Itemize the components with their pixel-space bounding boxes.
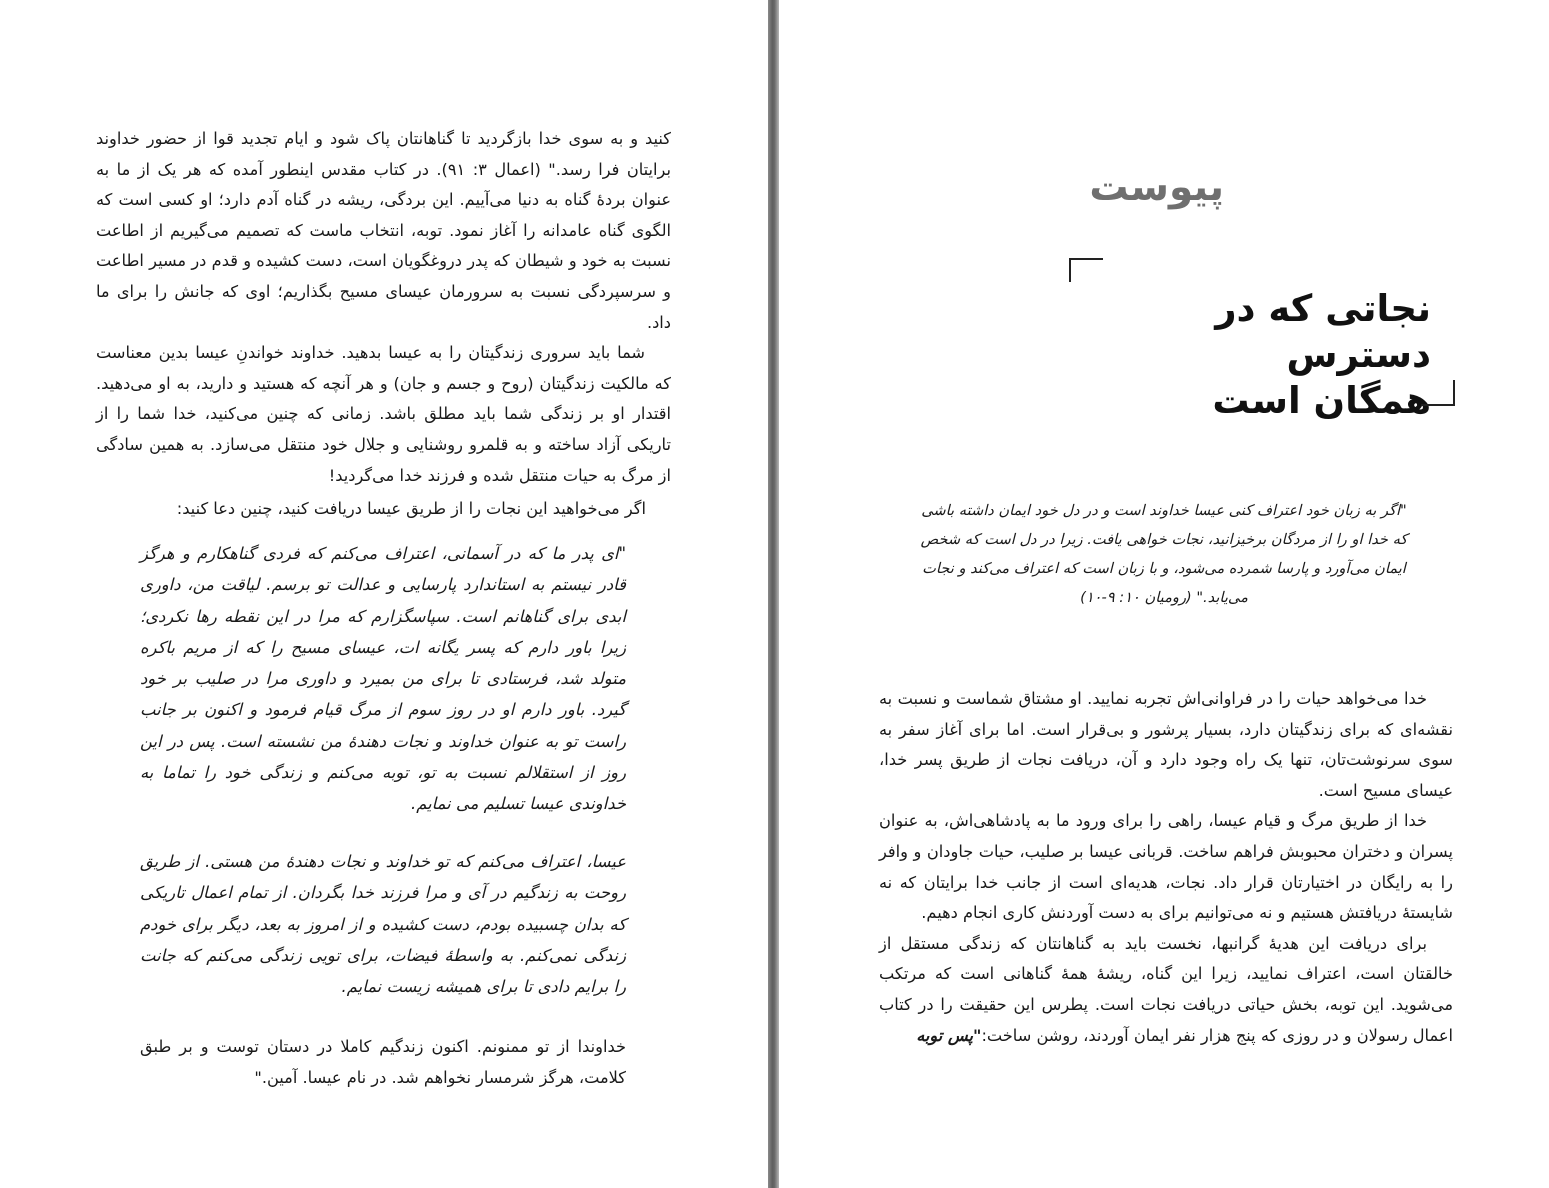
prayer-paragraph-1: "ای پدر ما که در آسمانی، اعتراف می‌کنم که فردی گناهکارم و هرگز قادر نیستم به استاندارد پارسایی و عدالت تو برسم. لیاقت من، داوری ابدی برای گناهانم است. سپاسگزارم که مرا در این نقطه رها نکردی؛ زیرا باور دارم که پسر یگانه ات، عیسای مسیح را که از مریم باکره متولد شد، فرستادی تا برای من بمیرد و داوری مرا در صلیب بر خود گیرد. باور دارم او در روز سوم از مرگ قیام فرمود و اکنون بر جانب راست تو به عنوان خداوند و نجات دهندهٔ من نشسته است. پس در این روز از استقلالم نسبت به تو، توبه می‌کنم و زندگی خود را تماما به خداوندی عیسا تسلیم می نمایم. — [140, 544, 626, 814]
title-corner-top-left — [1069, 258, 1103, 282]
right-body — [879, 684, 1453, 1051]
appendix-label: پیوست — [1089, 165, 1224, 210]
chapter-title-line-1: نجاتی که در دسترس — [1215, 287, 1431, 376]
book-gutter — [768, 0, 779, 1188]
epigraph-quote: "اگر به زبان خود اعتراف کنی عیسا خداوند است و در دل خود ایمان داشته باشی که خدا او را از مردگان برخیزانید، نجات خواهی یافت. زیرا در دل است که شخص ایمان می‌آورد و پارسا شمرده می‌شود، و با زبان است که اعتراف می‌کند و نجات می‌یابد." (رومیان ۱۰: ۹-۱۰) — [920, 502, 1408, 606]
right-paragraph-1: خدا می‌خواهد حیات را در فراوانی‌اش تجربه نمایید. او مشتاق شماست و نسبت به نقشه‌ای که برای زندگیتان دارد، بسیار پرشور و بی‌قرار است. اما برای آغاز سفر به سوی سرنوشت‌تان، تنها یک راه وجود دارد و آن، دریافت نجات از طریق پسر خدا، عیسای مسیح است. — [879, 689, 1453, 800]
prayer-paragraph-2: عیسا، اعتراف می‌کنم که تو خداوند و نجات دهندهٔ من هستی. از طریق روحت به زندگیم در آی و مرا فرزند خدا بگردان. از تمام اعمال تاریکی که بدان چسبیده بودم، دست کشیده و از امروز به بعد، دیگر برای خودم زندگی نمی‌کنم. به واسطهٔ فیضات، برای تویی زندگی می‌کنم که جانت را برایم دادی تا برای همیشه زیست نمایم. — [140, 852, 626, 997]
right-paragraph-3-quote-start: "پس توبه — [916, 1025, 982, 1045]
right-page — [779, 0, 1549, 1188]
title-corner-bottom-right — [1421, 380, 1455, 406]
right-paragraph-3 — [879, 929, 1453, 1051]
right-paragraph-2: خدا از طریق مرگ و قیام عیسا، راهی را برای ورود ما به پادشاهی‌اش، به عنوان پسران و دختران محبوبش فراهم ساخت. قربانی عیسا بر صلیب، حیات جاودان و وافر را به رایگان در اختیارتان قرار داد. نجات، هدیه‌ای است از جانب خدا برایتان که نه شایستهٔ دریافتش هستیم و نه می‌توانیم برای به دست آوردنش کاری انجام دهیم. — [879, 811, 1453, 923]
right-paragraph-3-text: برای دریافت این هدیهٔ گرانبها، نخست باید به گناهانتان که زندگی مستقل از خالقتان است، اعتراف نمایید، زیرا این گناه، ریشهٔ همهٔ گناهانی است که مرتکب می‌شوید. این توبه، بخش حیاتی دریافت نجات است. پطرس این حقیقت را در کتاب اعمال رسولان و در روزی که پنج هزار نفر ایمان آوردند، روشن ساخت: — [879, 933, 1453, 1045]
left-paragraph-1: کنید و به سوی خدا بازگردید تا گناهانتان پاک شود و ایام تجدید قوا از حضور خداوند برایتان فرا رسد." (اعمال ۳: ۹۱). در کتاب مقدس اینطور آمده که هر یک از ما به عنوان بردهٔ گناه به دنیا می‌آییم. این بردگی، ریشه در گناه آدم دارد؛ او کسی است که الگوی گناه عامدانه را آغاز نمود. توبه، انتخاب ماست که تصمیم می‌گیریم از اطاعت نسبت به خود و شیطان که پدر دروغگویان است، دست کشیده و قدم در مسیر اطاعت و سرسپردگی نسبت به سرورمان عیسای مسیح بگذاریم؛ اوی که جانش را برای ما داد. — [96, 129, 671, 332]
left-page — [0, 0, 768, 1188]
prayer-intro: اگر می‌خواهید این نجات را از طریق عیسا دریافت کنید، چنین دعا کنید: — [176, 499, 646, 518]
left-body — [96, 124, 671, 491]
chapter-title-line-2: همگان است — [1212, 379, 1431, 422]
left-paragraph-2: شما باید سروری زندگیتان را به عیسا بدهید. خداوند خواندنِ عیسا بدین معناست که مالکیت زندگیتان (روح و جسم و جان) و هر آنچه که هستید و دارید، به او می‌دهید. اقتدار او بر زندگی شما باید مطلق باشد. زمانی که چنین می‌کنید، خدا شما را از تاریکی آزاد ساخته و به قلمرو روشنایی و جلال خود منتقل می‌سازد. به همین سادگی از مرگ به حیات منتقل شده و فرزند خدا می‌گردید! — [96, 343, 671, 485]
chapter-title — [1079, 286, 1431, 424]
prayer-paragraph-3: خداوندا از تو ممنونم. اکنون زندگیم کاملا در دستان توست و بر طبق کلامت، هرگز شرمسار نخواهم شد. در نام عیسا. آمین." — [140, 1037, 626, 1087]
